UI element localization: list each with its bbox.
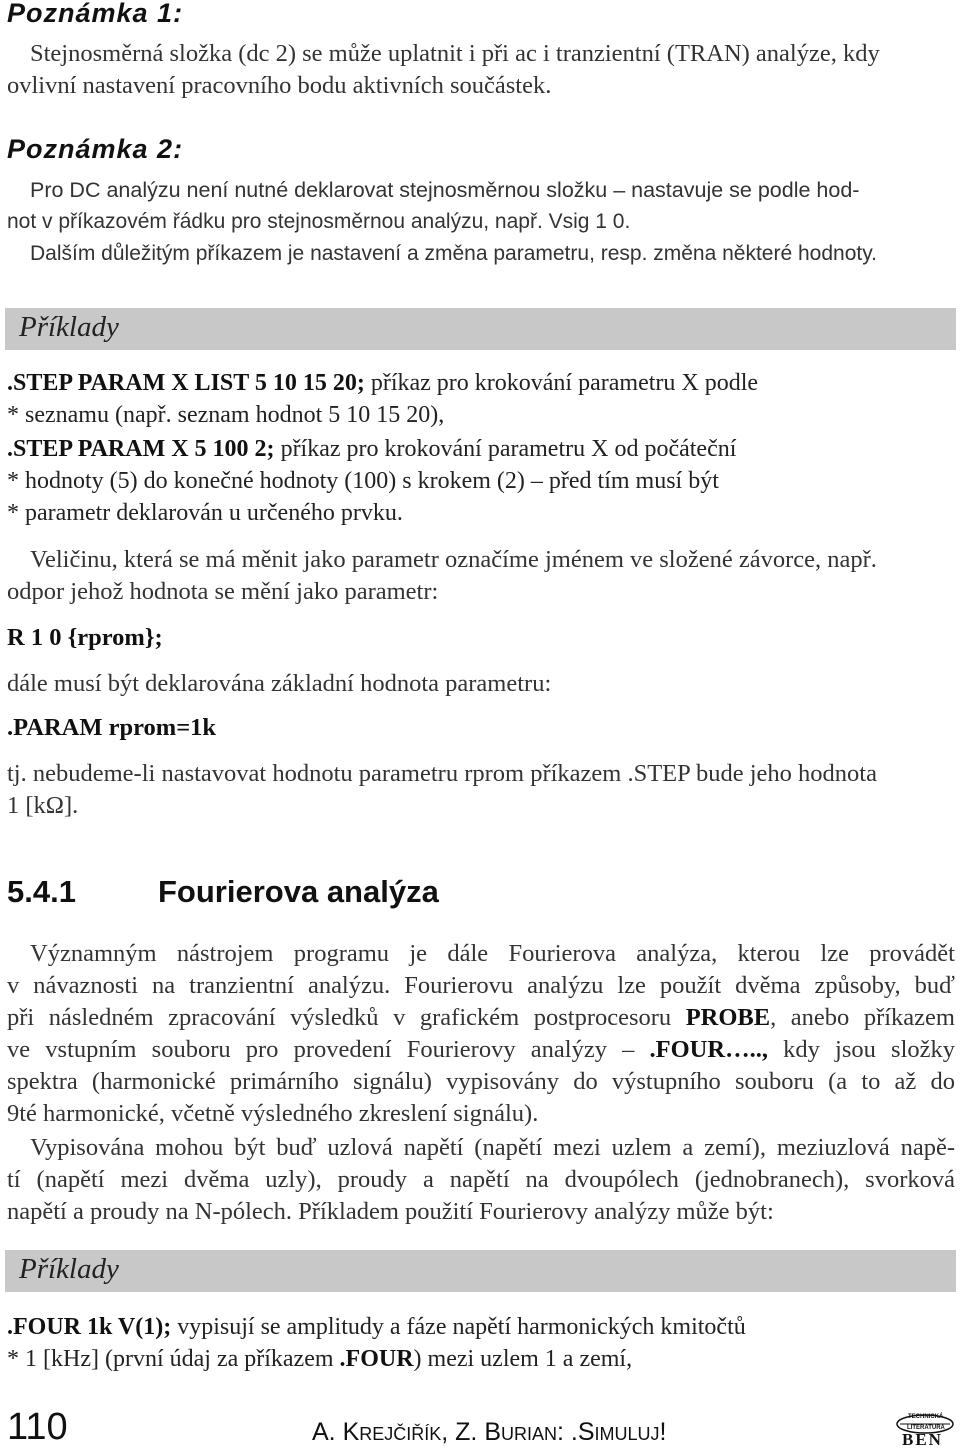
body2-line3: při následném zpracování výsledků v grafickém postprocesoru PROBE, anebo příkazem <box>7 1004 955 1031</box>
note1-heading: Poznámka 1: <box>7 0 184 28</box>
note2-line2: not v příkazovém řádku pro stejnosměrnou analýzu, např. Vsig 1 0. <box>7 210 631 233</box>
examples-heading-1: Příklady <box>19 311 119 343</box>
example1-line2: * seznamu (např. seznam hodnot 5 10 15 20), <box>7 402 445 428</box>
example2-line1: .FOUR 1k V(1); vypisují se amplitudy a fáze napětí harmonických kmitočtů <box>7 1314 746 1340</box>
body1-p3-line1: tj. nebudeme-li nastavovat hodnotu parametru rprom příkazem .STEP bude jeho hodnota <box>7 760 877 787</box>
example1-line3: .STEP PARAM X 5 100 2; příkaz pro krokování parametru X od počáteční <box>7 436 737 462</box>
example1-line4: * hodnoty (5) do konečné hodnoty (100) s krokem (2) – před tím musí být <box>7 468 719 494</box>
example1-line1: .STEP PARAM X LIST 5 10 15 20; příkaz pro krokování parametru X podle <box>7 370 759 396</box>
logo-mid-text: LITERATURA <box>907 1425 945 1431</box>
code-line-2: .PARAM rprom=1k <box>7 714 217 741</box>
body2-line6: 9té harmonické, včetně výsledného zkreslení signálu). <box>7 1100 539 1127</box>
section-title: Fourierova analýza <box>158 874 439 909</box>
example1-line5: * parametr deklarován u určeného prvku. <box>7 500 403 526</box>
publisher-logo <box>894 1412 956 1448</box>
body2-line4: ve vstupním souboru pro provedení Fourierovy analýzy – .FOUR….., kdy jsou složky <box>7 1036 956 1063</box>
body1-p1-line1: Veličinu, která se má měnit jako parametr označíme jménem ve složené závorce, např. <box>30 546 877 573</box>
note2-line1: Pro DC analýzu není nutné deklarovat stejnosměrnou složku – nastavuje se podle hod- <box>30 178 860 202</box>
examples-bar-2 <box>5 1250 956 1292</box>
note2-line3: Dalším důležitým příkazem je nastavení a změna parametru, resp. změna některé hodnoty. <box>30 242 878 265</box>
logo-main-text: BEN <box>902 1430 943 1449</box>
footer-authors: A. KREJČIŘÍK, Z. BURIAN: .SIMULUJ! <box>312 1418 667 1446</box>
note1-line2: ovlivní nastavení pracovního bodu aktivních součástek. <box>7 72 552 99</box>
body2-line5: spektra (harmonické primárního signálu) vypisovány do výstupního souboru (a to až do <box>7 1068 955 1095</box>
body1-p2: dále musí být deklarována základní hodnota parametru: <box>7 670 552 697</box>
body2-line2: v návaznosti na tranzientní analýzu. Fourierovu analýzu lze použít dvěma způsoby, buď <box>7 972 955 999</box>
body2-line7: Vypisována mohou být buď uzlová napětí (napětí mezi uzlem a zemí), meziuzlová napě- <box>30 1134 955 1161</box>
examples-heading-2: Příklady <box>19 1253 119 1285</box>
section-number: 5.4.1 <box>7 874 76 909</box>
code-line-1: R 1 0 {rprom}; <box>7 624 163 651</box>
note2-heading: Poznámka 2: <box>7 134 184 164</box>
example2-line2: * 1 [kHz] (první údaj za příkazem .FOUR) mezi uzlem 1 a zemí, <box>7 1346 633 1372</box>
examples-bar-1 <box>5 308 956 350</box>
body2-line8: tí (napětí mezi dvěma uzly), proudy a napětí na dvoupólech (jednobranech), svorková <box>7 1166 955 1193</box>
page-number: 110 <box>7 1406 68 1448</box>
note1-line1: Stejnosměrná složka (dc 2) se může uplatnit i při ac i tranzientní (TRAN) analýze, kdy <box>30 40 880 67</box>
body1-p1-line2: odpor jehož hodnota se mění jako parametr: <box>7 578 439 605</box>
body2-line1: Významným nástrojem programu je dále Fourierova analýza, kterou lze provádět <box>30 940 955 967</box>
logo-top-text: TECHNICKÁ <box>908 1414 944 1420</box>
body2-line9: napětí a proudy na N-pólech. Příkladem použití Fourierovy analýzy může být: <box>7 1198 774 1225</box>
body1-p3-line2: 1 [kΩ]. <box>7 792 79 819</box>
